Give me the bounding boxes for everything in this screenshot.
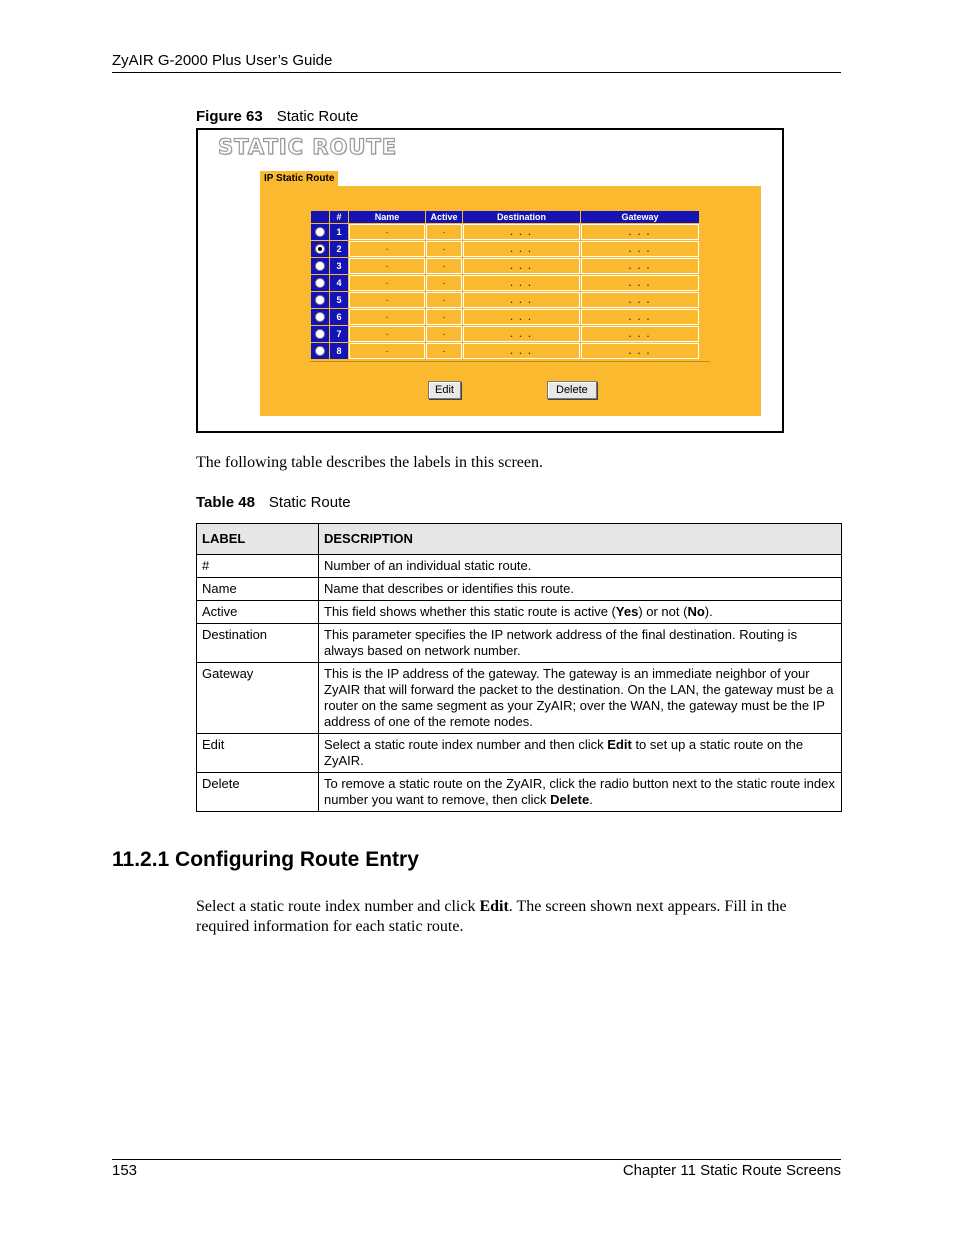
route-name: -: [349, 309, 425, 325]
screen-title: STATIC ROUTE: [218, 135, 398, 159]
route-select-cell: [311, 258, 329, 274]
route-number: 7: [330, 326, 348, 342]
route-row: [311, 258, 699, 274]
route-select-radio[interactable]: [315, 295, 325, 305]
row-description: This parameter specifies the IP network address of the final destination. Routing is always based on network number.: [319, 624, 842, 663]
route-number: 5: [330, 292, 348, 308]
route-number: 4: [330, 275, 348, 291]
route-select-radio[interactable]: [315, 312, 325, 322]
row-label: Gateway: [197, 663, 319, 734]
figure-label: Figure 63: [196, 108, 263, 125]
description-column-header: DESCRIPTION: [319, 524, 842, 555]
intro-text: The following table describes the labels in this screen.: [196, 454, 544, 471]
route-name: -: [349, 224, 425, 240]
desc-bold: Edit: [607, 737, 632, 752]
route-select-cell: [311, 292, 329, 308]
section-paragraph: [196, 897, 841, 937]
route-row: [311, 292, 699, 308]
desc-bold: Yes: [615, 604, 639, 619]
route-active: -: [426, 343, 462, 359]
route-select-cell: [311, 275, 329, 291]
chapter-title: Chapter 11 Static Route Screens: [622, 1162, 841, 1179]
route-select-cell: [311, 224, 329, 240]
route-destination: . . .: [463, 343, 580, 359]
table-separator: [310, 361, 710, 362]
route-name: -: [349, 241, 425, 257]
row-label: #: [197, 555, 319, 578]
row-description: Number of an individual static route.: [319, 555, 842, 578]
row-description: [319, 734, 842, 773]
route-select-radio[interactable]: [315, 278, 325, 288]
route-gateway: . . .: [581, 241, 699, 257]
table-caption: [196, 494, 351, 511]
table-label: Table 48: [196, 494, 255, 511]
route-destination: . . .: [463, 275, 580, 291]
header-rule: [112, 72, 841, 73]
para-bold: Edit: [479, 898, 509, 915]
edit-button[interactable]: Edit: [428, 381, 461, 399]
route-row: [311, 343, 699, 359]
route-gateway: . . .: [581, 275, 699, 291]
route-number: 8: [330, 343, 348, 359]
route-active: -: [426, 275, 462, 291]
route-select-radio[interactable]: [315, 227, 325, 237]
figure-caption: [196, 108, 358, 125]
route-row: [311, 275, 699, 291]
route-select-radio[interactable]: [315, 329, 325, 339]
route-active: -: [426, 224, 462, 240]
para-text: Select a static route index number and click: [196, 898, 480, 915]
route-destination: . . .: [463, 292, 580, 308]
route-number: 2: [330, 241, 348, 257]
table-row: [197, 734, 842, 773]
table-row: [197, 663, 842, 734]
row-description: [319, 601, 842, 624]
page-number: 153: [112, 1162, 138, 1179]
route-row: [311, 224, 699, 240]
route-active: -: [426, 326, 462, 342]
row-label: Name: [197, 578, 319, 601]
route-select-radio[interactable]: [315, 261, 325, 271]
route-select-cell: [311, 326, 329, 342]
desc-text: This field shows whether this static route is active (: [324, 604, 616, 619]
tab-ip-static-route[interactable]: IP Static Route: [260, 171, 338, 186]
route-destination: . . .: [463, 258, 580, 274]
desc-text: to set up a static route on the ZyAIR.: [324, 737, 804, 768]
route-select-radio[interactable]: [315, 346, 325, 356]
route-select-radio[interactable]: [315, 244, 325, 254]
delete-button[interactable]: Delete: [547, 381, 597, 399]
route-number: 3: [330, 258, 348, 274]
desc-bold: Delete: [550, 792, 590, 807]
row-label: Destination: [197, 624, 319, 663]
figure-screenshot: [196, 128, 784, 433]
row-description: This is the IP address of the gateway. The gateway is an immediate neighbor of your ZyAIR that will forward the packet to the destination. On the LAN, the gateway must be a router on the same segment as your ZyAIR; over the WAN, the gateway must be the IP address of one of the remote nodes.: [319, 663, 842, 734]
route-name: -: [349, 292, 425, 308]
route-active: -: [426, 258, 462, 274]
table-header-row: [311, 211, 699, 223]
route-row: [311, 326, 699, 342]
route-active: -: [426, 309, 462, 325]
route-select-cell: [311, 241, 329, 257]
table-title: Static Route: [268, 494, 351, 511]
route-gateway: . . .: [581, 258, 699, 274]
row-description: [319, 773, 842, 812]
para-text: . The screen shown next appears. Fill in the required information for each static route.: [196, 898, 787, 935]
route-gateway: . . .: [581, 326, 699, 342]
route-destination: . . .: [463, 326, 580, 342]
route-name: -: [349, 343, 425, 359]
static-route-panel: [260, 186, 761, 416]
table-header-row: [197, 524, 842, 555]
desc-text: .: [589, 792, 593, 807]
table-row: [197, 555, 842, 578]
static-route-table: [310, 210, 700, 360]
label-description-table: [196, 523, 842, 812]
route-number: 6: [330, 309, 348, 325]
row-label: Active: [197, 601, 319, 624]
table-row: [197, 578, 842, 601]
running-header: ZyAIR G-2000 Plus User’s Guide: [112, 52, 333, 69]
table-row: [197, 624, 842, 663]
section-heading: 11.2.1 Configuring Route Entry: [112, 848, 419, 871]
route-select-cell: [311, 343, 329, 359]
row-label: Edit: [197, 734, 319, 773]
column-header-active: Active: [426, 211, 462, 223]
route-destination: . . .: [463, 224, 580, 240]
route-select-cell: [311, 309, 329, 325]
route-active: -: [426, 292, 462, 308]
figure-title: Static Route: [276, 108, 359, 125]
row-description: Name that describes or identifies this route.: [319, 578, 842, 601]
route-number: 1: [330, 224, 348, 240]
route-destination: . . .: [463, 309, 580, 325]
route-active: -: [426, 241, 462, 257]
footer-rule: [112, 1159, 841, 1160]
column-header-destination: Destination: [463, 211, 580, 223]
column-header-number: #: [330, 211, 348, 223]
desc-text: ) or not (: [638, 604, 688, 619]
route-name: -: [349, 326, 425, 342]
table-row: [197, 601, 842, 624]
label-column-header: LABEL: [197, 524, 319, 555]
table-row: [197, 773, 842, 812]
route-gateway: . . .: [581, 224, 699, 240]
route-row: [311, 241, 699, 257]
desc-text: ).: [704, 604, 713, 619]
route-name: -: [349, 275, 425, 291]
route-destination: . . .: [463, 241, 580, 257]
route-row: [311, 309, 699, 325]
route-name: -: [349, 258, 425, 274]
column-header-name: Name: [349, 211, 425, 223]
desc-text: To remove a static route on the ZyAIR, click the radio button next to the static route index number you want to remove, then click: [324, 776, 835, 807]
row-label: Delete: [197, 773, 319, 812]
desc-bold: No: [687, 604, 705, 619]
select-column-header: [311, 211, 329, 223]
route-gateway: . . .: [581, 343, 699, 359]
route-gateway: . . .: [581, 292, 699, 308]
desc-text: Select a static route index number and then click: [324, 737, 608, 752]
route-gateway: . . .: [581, 309, 699, 325]
column-header-gateway: Gateway: [581, 211, 699, 223]
